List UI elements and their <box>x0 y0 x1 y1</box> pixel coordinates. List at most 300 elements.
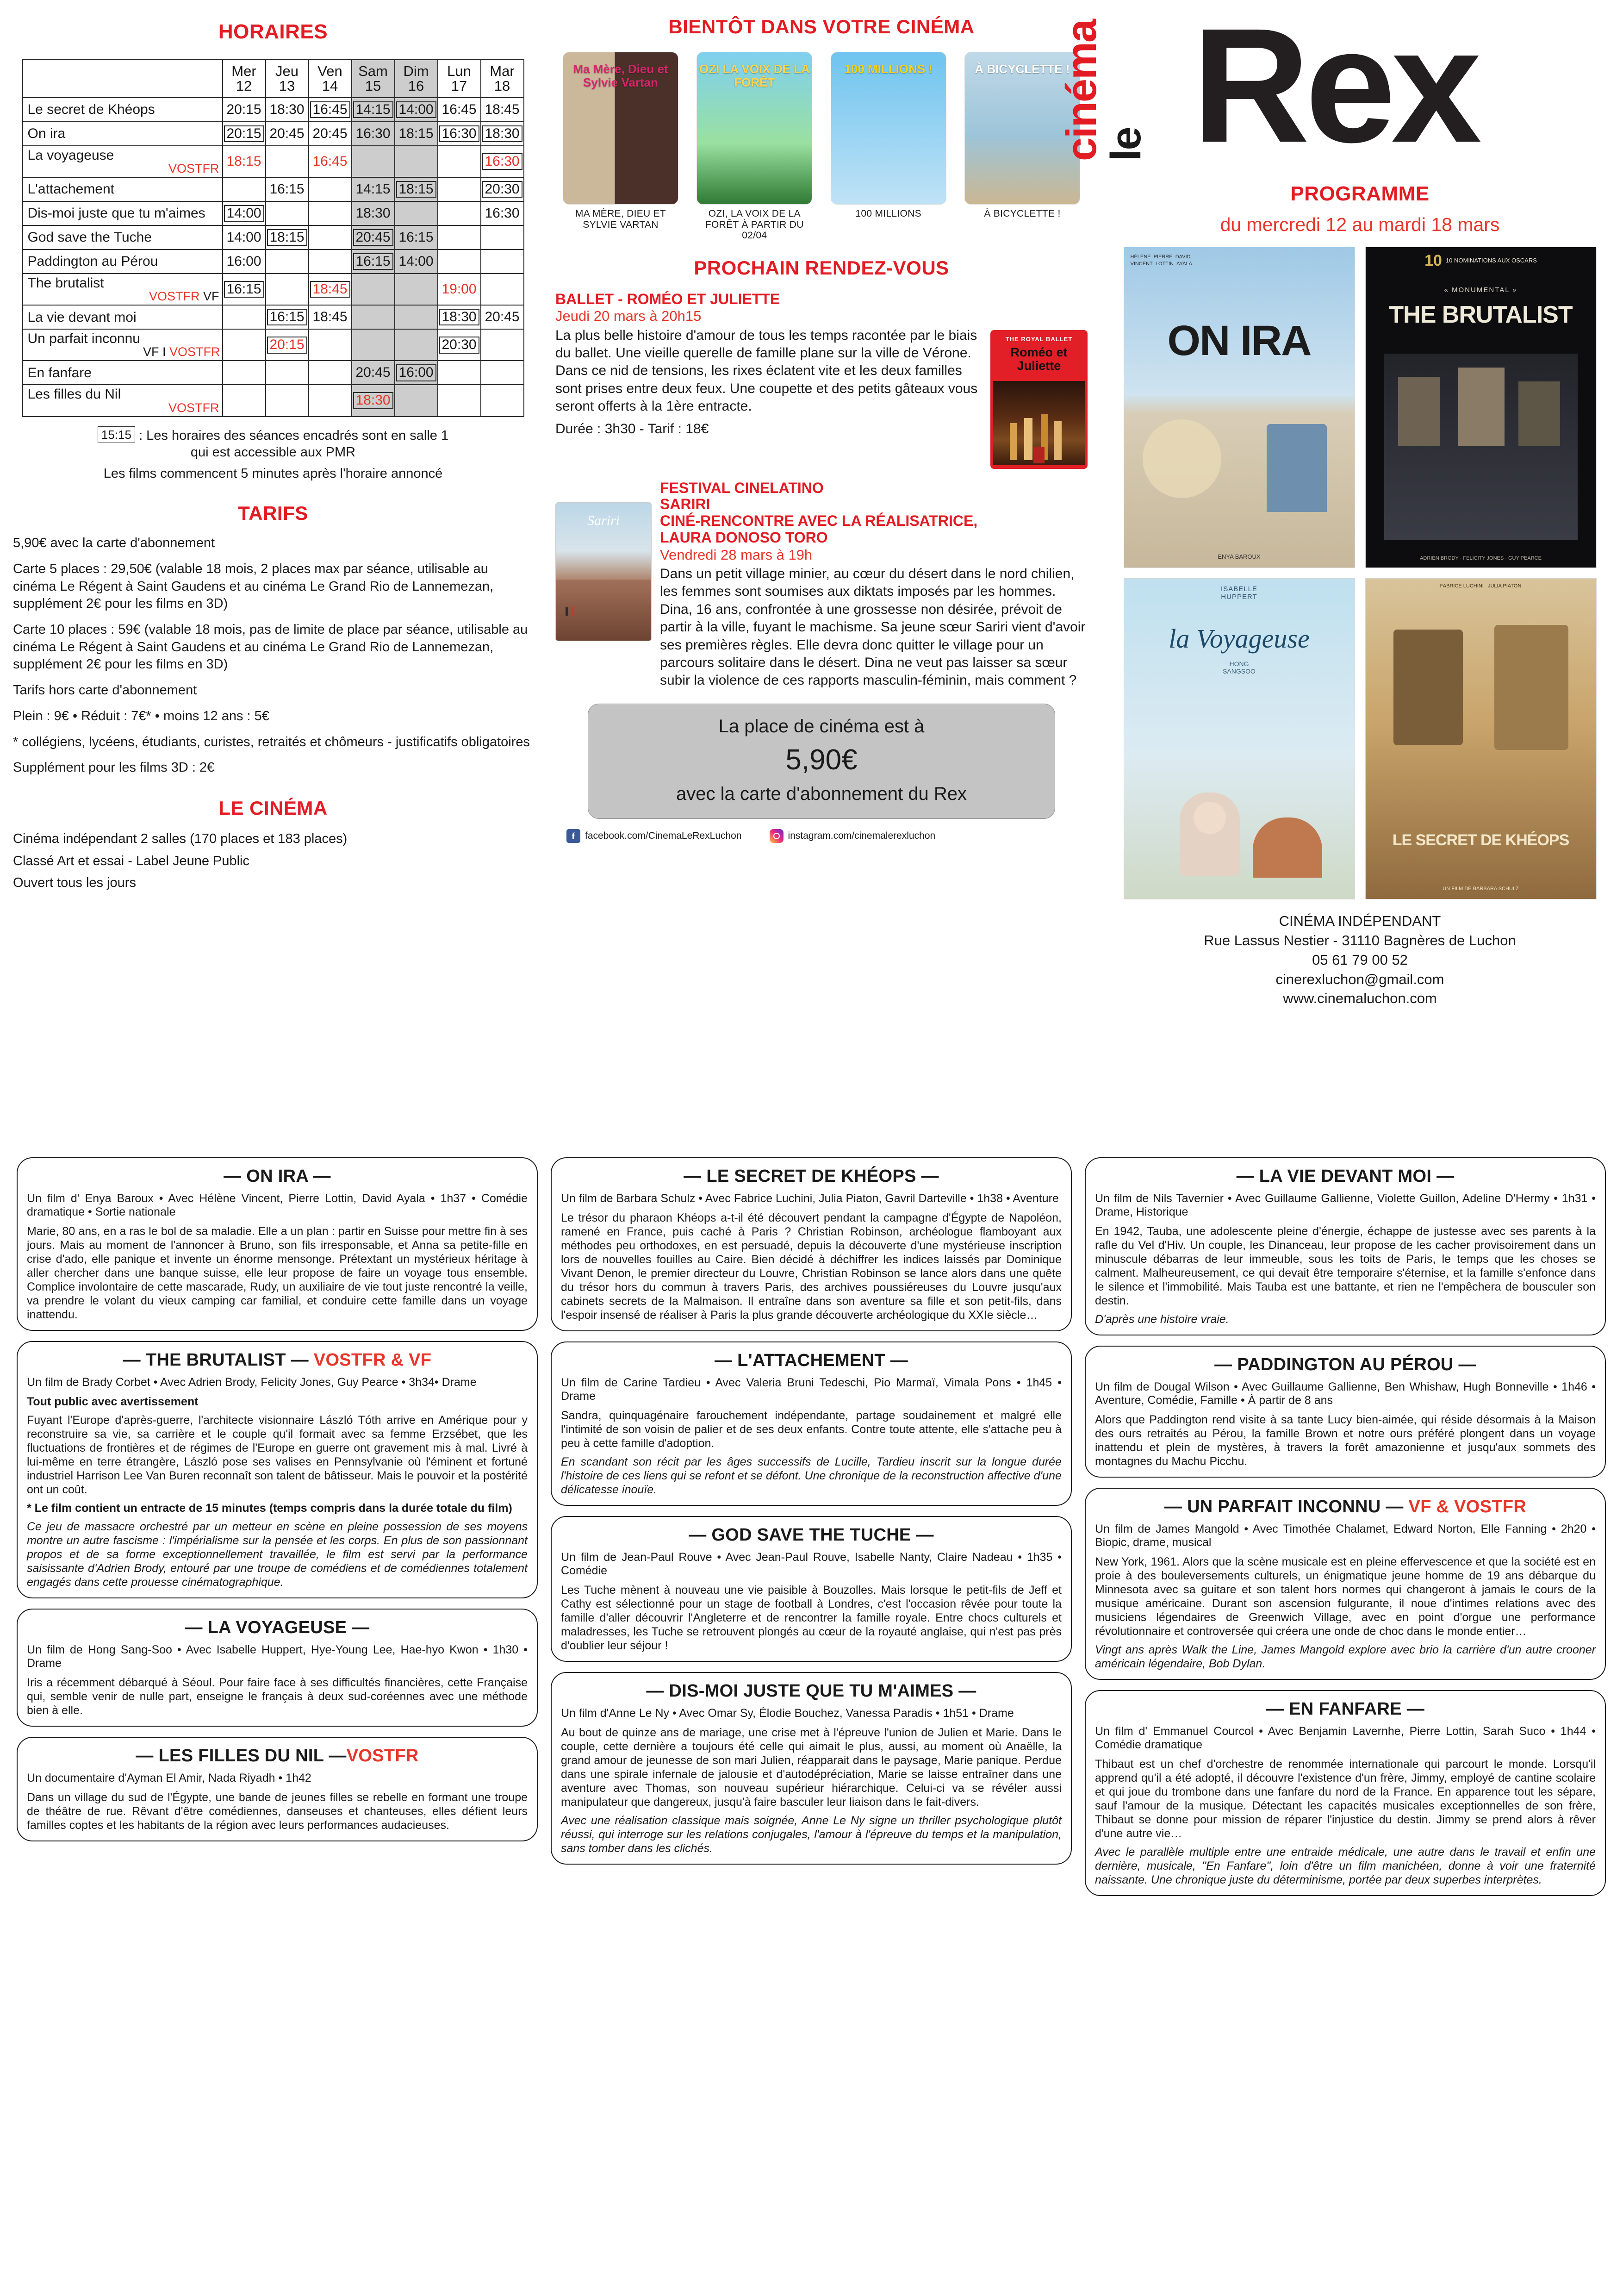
tarifs-list <box>13 535 533 777</box>
upcoming-poster-image <box>563 52 678 205</box>
event-ballet <box>555 291 1088 469</box>
logo-le-word: le <box>1102 127 1150 161</box>
film-card-paragraph: En scandant son récit par les âges successifs de Lucille, Tardieu inscrit sur la longue durée l'histoire de ces liens qui se refont et se défont. Une chronique de la reconstruction affective d'une délicatesse inouïe. <box>561 1455 1062 1496</box>
schedule-time-cell <box>438 361 481 385</box>
showtime[interactable]: 18:15 <box>398 125 434 141</box>
programme-dates: du mercredi 12 au mardi 18 mars <box>1220 214 1500 235</box>
film-card-credits: Un film de Carine Tardieu • Avec Valeria Bruni Tedeschi, Pio Marmaï, Vimala Pons • 1h45 • Drame <box>561 1376 1062 1403</box>
schedule-time-cell <box>352 361 395 385</box>
tarif-line: * collégiens, lycéens, étudiants, curistes, retraités et chômeurs - justificatifs obligatoires <box>13 734 530 749</box>
showtime[interactable]: 20:45 <box>355 365 391 381</box>
film-card-paragraph: D'après une histoire vraie. <box>1095 1313 1229 1326</box>
event-cinelatino-title <box>660 480 1088 546</box>
showtime[interactable]: 16:15 <box>267 309 307 326</box>
poster-voyageuse-title: la Voyageuse <box>1169 624 1310 654</box>
schedule-time-cell <box>223 201 266 225</box>
schedule-time-cell <box>438 122 481 146</box>
tarifs-title: TARIFS <box>238 502 308 524</box>
film-card-paragraph: Les Tuche mènent à nouveau une vie paisible à Bouzolles. Mais lorsque le petit-fils de Jeff et Cathy est sélectionné pour un stage de football à Londres, c'est l'occasion rêvée pour toute la famille d'aller découvrir l'Angleterre et de rencontrer la famille royale. Entre chocs culturels et maladresses, les Tuche se retrouvent plongés au cœur de la royauté anglaise, qui n'est pas près d'oublier leur séjour ! <box>561 1584 1062 1652</box>
schedule-time-cell <box>481 329 524 361</box>
schedule-film-name <box>23 201 223 225</box>
schedule-row <box>23 361 524 385</box>
main-posters-row-1 <box>1106 247 1614 568</box>
film-card-title: — LA VOYAGEUSE — <box>185 1618 370 1637</box>
day-name: Dim <box>403 63 429 79</box>
upcoming-poster-title: À BICYCLETTE ! <box>975 62 1070 76</box>
schedule-time-cell <box>395 329 438 361</box>
schedule-row <box>23 329 524 361</box>
showtime[interactable]: 16:30 <box>355 125 391 141</box>
showtime[interactable]: 14:15 <box>353 101 393 119</box>
day-name: Mer <box>231 63 256 79</box>
contact-phone[interactable]: 05 61 79 00 52 <box>1312 951 1408 968</box>
showtime[interactable]: 18:15 <box>396 181 436 198</box>
showtime[interactable]: 16:15 <box>224 281 264 298</box>
showtime[interactable]: 16:30 <box>439 125 479 143</box>
ballet-poster-top-label: THE ROYAL BALLET <box>1005 335 1073 343</box>
schedule-time-cell <box>481 201 524 225</box>
schedule-time-cell <box>481 305 524 329</box>
showtime[interactable]: 14:15 <box>355 181 391 197</box>
schedule-time-cell <box>481 225 524 250</box>
schedule-time-cell <box>352 177 395 201</box>
schedule-day-header-lun <box>438 60 481 98</box>
film-card-credits: Un film d' Enya Baroux • Avec Hélène Vincent, Pierre Lottin, David Ayala • 1h37 • Comédie dramatique • Sortie nationale <box>27 1192 528 1218</box>
upcoming-poster-image <box>831 52 946 205</box>
showtime[interactable]: 20:15 <box>267 337 307 354</box>
film-card-paragraph: Marie, 80 ans, en a ras le bol de sa maladie. Elle a un plan : partir en Suisse pour mettre fin à ses jours. Mais au moment de l'annoncer à Bruno, son fils irresponsable, et Anna sa petite-fille en crise d'ado, elle panique et invente un énorme mensonge. Prétextant un mystérieux héritage à aller chercher dans une banque suisse, elle leur propose de faire un voyage tous ensemble. Complice involontaire de cette mascarade, Rudy, un auxiliaire de vie tout juste rencontré la veille, va prendre le volant du vieux camping car familial, et conduire cette famille dans un voyage inattendu. <box>27 1225 528 1321</box>
showtime[interactable]: 18:30 <box>439 309 479 326</box>
schedule-time-cell <box>438 98 481 122</box>
film-card-title: — THE BRUTALIST — VOSTFR & VF <box>123 1350 432 1370</box>
showtime[interactable]: 16:00 <box>226 254 261 269</box>
schedule-film-name: La voyageuse VOSTFR <box>23 146 223 177</box>
film-title: Dis-moi juste que tu m'aimes <box>27 206 205 221</box>
showtime[interactable]: 18:45 <box>485 101 520 117</box>
showtime[interactable]: 19:00 <box>442 281 477 297</box>
film-card <box>551 1672 1072 1865</box>
schedule-time-cell <box>352 201 395 225</box>
schedule-time-cell <box>438 385 481 416</box>
schedule-time-cell <box>223 361 266 385</box>
showtime[interactable]: 16:30 <box>485 206 520 221</box>
showtime[interactable]: 16:15 <box>353 253 393 270</box>
schedule-time-cell <box>481 122 524 146</box>
schedule-column <box>0 0 546 1129</box>
schedule-time-cell <box>309 361 352 385</box>
schedule-time-cell <box>266 146 309 177</box>
film-card-version: VOSTFR & VF <box>308 1350 432 1370</box>
poster-on-ira-title: ON IRA <box>1167 317 1311 364</box>
logo-cinema-word: cinéma <box>1058 19 1105 161</box>
contact-line-1: CINÉMA INDÉPENDANT <box>1279 913 1441 929</box>
schedule-time-cell <box>223 385 266 416</box>
schedule-day-header-mar <box>481 60 524 98</box>
schedule-film-name <box>23 361 223 385</box>
contact-block <box>1106 911 1614 1008</box>
film-card <box>551 1157 1072 1331</box>
schedule-row <box>23 146 524 177</box>
schedule-legend <box>13 426 533 482</box>
showtime[interactable]: 18:45 <box>310 281 350 298</box>
schedule-time-cell <box>223 274 266 305</box>
event-ballet-body: La plus belle histoire d'amour de tous les temps racontée par le biais du ballet. Une vieille querelle de famille plane sur la ville de Vérone. Dans ce nid de tensions, les rixes éclatent vite et les deux familles sont prises entre deux feux. Une coupette et des petits gâteaux vous seront offerts à la 1ère entracte. <box>555 327 978 414</box>
schedule-time-cell <box>352 146 395 177</box>
day-name: Sam <box>358 63 388 79</box>
showtime[interactable]: 18:30 <box>353 392 393 409</box>
showtime[interactable]: 14:00 <box>226 230 261 245</box>
showtime[interactable]: 16:45 <box>310 101 350 119</box>
showtime[interactable]: 16:15 <box>269 181 305 197</box>
day-name: Ven <box>317 63 342 79</box>
day-number: 17 <box>451 77 467 94</box>
cinelatino-title-line: FESTIVAL CINELATINO <box>660 479 824 496</box>
schedule-time-cell <box>309 177 352 201</box>
schedule-time-cell <box>395 361 438 385</box>
legend-text-3: Les films commencent 5 minutes après l'horaire annoncé <box>103 466 443 481</box>
showtime[interactable]: 18:15 <box>267 229 307 246</box>
schedule-time-cell <box>438 177 481 201</box>
film-card-credits: Un film d'Anne Le Ny • Avec Omar Sy, Élodie Bouchez, Vanessa Paradis • 1h51 • Drame <box>561 1707 1014 1720</box>
contact-email[interactable]: cinerexluchon@gmail.com <box>1275 971 1444 987</box>
film-card-paragraph: Vingt ans après Walk the Line, James Mangold explore avec brio la carrière d'un autre crooner américain légendaire, Bob Dylan. <box>1095 1643 1596 1670</box>
showtime[interactable]: 18:30 <box>355 206 391 221</box>
film-card-credits: Un film d' Emmanuel Courcol • Avec Benjamin Lavernhe, Pierre Lottin, Sarah Suco • 1h44 • Comédie dramatique <box>1095 1725 1596 1751</box>
event-cinelatino-body: Dans un petit village minier, au cœur du désert dans le nord chilien, les femmes sont soumises aux diktats imposés par les hommes. Dina, 16 ans, confrontée à une grossesse non désirée, prévoit de partir à la ville, fuyant le machisme. Sa jeune sœur Sariri vient d'avoir ses premières règles. Elle devra donc quitter le village pour un parcours solitaire dans le désert. Dina ne veut pas laisser sa sœur subir la violence de ces rapports masculin-féminin, mais comment ? <box>660 566 1086 688</box>
film-card-credits: Un film de Dougal Wilson • Avec Guillaume Gallienne, Ben Whishaw, Hugh Bonneville • 1h46 • Aventure, Comédie, Famille • À partir de 8 ans <box>1095 1380 1596 1407</box>
schedule-film-name <box>23 305 223 329</box>
schedule-day-header-mer <box>223 60 266 98</box>
schedule-row <box>23 385 524 416</box>
film-card-title: — LES FILLES DU NIL —VOSTFR <box>136 1746 419 1766</box>
film-card-credits: Un film de James Mangold • Avec Timothée Chalamet, Edward Norton, Elle Fanning • 2h20 • Biopic, drame, musical <box>1095 1522 1596 1549</box>
schedule-day-header-jeu <box>266 60 309 98</box>
film-card-credits: Un film de Hong Sang-Soo • Avec Isabelle Huppert, Hye-Young Lee, Hae-hyo Kwon • 1h30 • Drame <box>27 1643 528 1670</box>
upcoming-poster-caption: OZI, LA VOIX DE LA FORÊT À PARTIR DU 02/04 <box>705 208 804 241</box>
branding-column <box>1058 0 1623 1129</box>
instagram-link[interactable] <box>770 829 936 843</box>
event-cinelatino-date: Vendredi 28 mars à 19h <box>660 546 813 563</box>
day-number: 16 <box>408 77 424 94</box>
film-title: Un parfait inconnu <box>27 331 140 347</box>
film-card-title: — DIS-MOI JUSTE QUE TU M'AIMES — <box>646 1681 976 1701</box>
schedule-time-cell <box>309 329 352 361</box>
upcoming-poster-caption: MA MÈRE, DIEU ET SYLVIE VARTAN <box>575 208 666 230</box>
logo-rex-word: Rex <box>1192 0 1477 176</box>
ballet-poster <box>990 330 1088 469</box>
schedule-time-cell <box>266 98 309 122</box>
schedule-time-cell <box>223 146 266 177</box>
upcoming-poster-title: 100 MILLIONS ! <box>844 62 933 76</box>
schedule-time-cell <box>309 385 352 416</box>
film-card-title: — GOD SAVE THE TUCHE — <box>689 1525 934 1545</box>
facebook-icon: f <box>566 829 580 843</box>
schedule-time-cell <box>438 274 481 305</box>
film-card <box>1085 1346 1606 1478</box>
schedule-time-cell <box>352 385 395 416</box>
showtime[interactable]: 16:45 <box>442 101 477 117</box>
sariri-poster-title: Sariri <box>587 512 620 528</box>
film-title: On ira <box>27 126 66 142</box>
tarif-line: 5,90€ avec la carte d'abonnement <box>13 536 215 551</box>
film-card <box>1085 1690 1606 1896</box>
film-card <box>551 1516 1072 1662</box>
showtime[interactable]: 18:15 <box>226 153 261 169</box>
cinema-info-line: Ouvert tous les jours <box>13 875 136 891</box>
film-title: Les filles du Nil <box>27 387 121 402</box>
schedule-time-cell <box>395 385 438 416</box>
schedule-time-cell <box>309 225 352 250</box>
schedule-row <box>23 225 524 250</box>
schedule-row <box>23 177 524 201</box>
schedule-time-cell <box>352 305 395 329</box>
film-card-title: — LA VIE DEVANT MOI — <box>1236 1167 1455 1186</box>
film-card-paragraph: Alors que Paddington rend visite à sa tante Lucy bien-aimée, qui réside désormais à la Maison des ours retraités au Pérou, la famille Brown et notre ours préféré plongent dans un voyage inattendu et plein de mystères, à travers la forêt amazonienne et jusqu'aux sommets des montagnes du Machu Picchu. <box>1095 1413 1596 1468</box>
film-card-version: VF & VOSTFR <box>1403 1497 1527 1516</box>
schedule-time-cell <box>223 329 266 361</box>
tarif-line: Plein : 9€ • Réduit : 7€* • moins 12 ans : 5€ <box>13 708 269 724</box>
day-name: Mar <box>490 63 515 79</box>
price-amount: 5,90€ <box>785 743 858 776</box>
poster-on-ira: HÉLÈNE PIERRE DAVID VINCENT LOTTIN AYALA ON IRA ENYA BAROUX <box>1124 247 1355 568</box>
schedule-time-cell <box>395 98 438 122</box>
film-title: En fanfare <box>27 365 92 381</box>
schedule-row <box>23 274 524 305</box>
tarif-line: Tarifs hors carte d'abonnement <box>13 683 197 698</box>
schedule-time-cell <box>395 177 438 201</box>
showtime[interactable]: 20:15 <box>226 101 261 117</box>
schedule-time-cell <box>266 201 309 225</box>
logo <box>1058 0 1614 176</box>
top-section <box>0 0 1623 1129</box>
schedule-time-cell <box>309 274 352 305</box>
schedule-row <box>23 250 524 274</box>
showtime[interactable]: 20:45 <box>312 125 348 141</box>
film-card-credits: Un film de Nils Tavernier • Avec Guillaume Gallienne, Violette Guillon, Adeline D'Hermy • 1h31 • Drame, Historique <box>1095 1192 1596 1218</box>
schedule-time-cell <box>266 177 309 201</box>
poster-brutalist-banner: 10 NOMINATIONS AUX OSCARS <box>1445 257 1537 264</box>
main-posters-row-2 <box>1106 578 1614 899</box>
film-title: The brutalist <box>27 275 104 291</box>
film-card-paragraph: Sandra, quinquagénaire farouchement indépendante, partage soudainement et malgré elle l'intimité de son voisin de palier et de ses deux enfants. Contre toute attente, elle s'attache peu à peu à cette famille d'adoption. <box>561 1409 1062 1450</box>
showtime[interactable]: 20:30 <box>482 181 522 198</box>
day-number: 15 <box>365 77 381 94</box>
schedule-row <box>23 98 524 122</box>
schedule-time-cell <box>352 329 395 361</box>
legend-text-2: qui est accessible aux PMR <box>190 444 356 460</box>
schedule-table <box>22 59 524 417</box>
schedule-time-cell <box>266 329 309 361</box>
schedule-time-cell <box>266 385 309 416</box>
schedule-time-cell <box>223 250 266 274</box>
schedule-time-cell <box>223 305 266 329</box>
schedule-time-cell <box>352 225 395 250</box>
upcoming-poster-image <box>696 52 812 205</box>
contact-website[interactable]: www.cinemaluchon.com <box>1283 990 1437 1007</box>
schedule-time-cell <box>481 146 524 177</box>
showtime[interactable]: 18:30 <box>482 125 522 143</box>
showtime[interactable]: 20:45 <box>485 309 520 325</box>
film-card-paragraph: Tout public avec avertissement <box>27 1395 199 1408</box>
facebook-label: facebook.com/CinemaLeRexLuchon <box>585 830 742 841</box>
poster-le-secret-de-kheops: FABRICE LUCHINI JULIA PIATON LE SECRET DE KHÉOPS UN FILM DE BARBARA SCHULZ <box>1365 578 1597 899</box>
film-column-3 <box>1078 1157 1612 1906</box>
schedule-corner-cell <box>23 60 223 98</box>
film-card-title: — PADDINGTON AU PÉROU — <box>1214 1355 1476 1374</box>
film-card <box>17 1157 538 1331</box>
poster-la-voyageuse: ISABELLE HUPPERT la Voyageuse HONG SANGSOO <box>1124 578 1355 899</box>
event-ballet-date: Jeudi 20 mars à 20h15 <box>555 308 702 324</box>
schedule-time-cell <box>309 305 352 329</box>
schedule-time-cell <box>266 361 309 385</box>
schedule-film-name: The brutalist VOSTFR VF <box>23 274 223 305</box>
poster-brutalist-title: THE BRUTALIST <box>1389 301 1573 328</box>
schedule-time-cell <box>395 122 438 146</box>
schedule-film-name <box>23 225 223 250</box>
horaires-title: HORAIRES <box>218 20 328 43</box>
lecinema-list <box>13 830 533 892</box>
schedule-film-name <box>23 177 223 201</box>
schedule-time-cell <box>223 98 266 122</box>
schedule-time-cell <box>438 225 481 250</box>
price-line-3: avec la carte d'abonnement du Rex <box>676 783 967 804</box>
lecinema-title: LE CINÉMA <box>218 797 328 819</box>
film-title: God save the Tuche <box>27 230 152 245</box>
showtime[interactable]: 16:00 <box>396 364 436 381</box>
event-cinelatino <box>555 480 1088 690</box>
poster-kheops-title: LE SECRET DE KHÉOPS <box>1392 831 1569 849</box>
schedule-header-row <box>23 60 524 98</box>
schedule-time-cell <box>395 250 438 274</box>
cinema-info-line: Cinéma indépendant 2 salles (170 places et 183 places) <box>13 831 348 846</box>
social-links <box>566 829 1088 843</box>
schedule-time-cell <box>481 361 524 385</box>
film-card-paragraph: Ce jeu de massacre orchestré par un metteur en scène en pleine possession de ses moyens montre un autre fascisme : l'impérialisme sur la pensée et les corps. En plus de son passionnant propos et de sa forme exceptionnellement travaillée, le film est servi par la performance saisissante d'Adrien Brody, entouré par une troupe de comédiens et de comédiennes totalement engagés dans cette prouesse cinématographique. <box>27 1520 528 1589</box>
upcoming-poster-title: OZI LA VOIX DE LA FORÊT <box>699 62 810 89</box>
instagram-label: instagram.com/cinemalerexluchon <box>788 830 936 841</box>
schedule-time-cell <box>266 250 309 274</box>
schedule-time-cell <box>395 274 438 305</box>
schedule-time-cell <box>309 98 352 122</box>
cinelatino-title-line: SARIRI <box>660 496 710 513</box>
schedule-time-cell <box>223 177 266 201</box>
schedule-time-cell <box>395 225 438 250</box>
film-card-paragraph: Fuyant l'Europe d'après-guerre, l'architecte visionnaire László Tóth arrive en Amérique pour y reconstruire sa vie, sa carrière et le couple qu'il formait avec sa femme Erzsébet, que les fluctuations de frontières et de régimes de l'Europe en guerre ont gravement mis à mal. Livré à lui-même en terre étrangère, László pose ses valises en Pennsylvanie où l'éminent et fortuné industriel Harrison Lee Van Buren reconnaît son talent de bâtisseur. Mais le pouvoir et la postérité ont un coût. <box>27 1414 528 1496</box>
cinelatino-title-line: CINÉ-RENCONTRE AVEC LA RÉALISATRICE, <box>660 512 978 530</box>
schedule-time-cell <box>309 146 352 177</box>
film-card <box>551 1341 1072 1506</box>
facebook-link[interactable] <box>566 829 742 843</box>
film-title: La voyageuse <box>27 147 114 163</box>
schedule-day-header-ven <box>309 60 352 98</box>
showtime[interactable]: 16:15 <box>398 230 434 245</box>
schedule-time-cell <box>352 98 395 122</box>
film-card-paragraph: Iris a récemment débarqué à Séoul. Pour faire face à ses difficultés financières, cette Française qui, semble venir de nulle part, enseigne le français à deux sud-coréennes avec une méthode bien à elle. <box>27 1676 528 1717</box>
showtime[interactable]: 14:00 <box>224 205 264 222</box>
schedule-time-cell <box>352 274 395 305</box>
showtime[interactable]: 20:45 <box>353 229 393 246</box>
showtime[interactable]: 16:45 <box>312 153 348 169</box>
schedule-time-cell <box>395 305 438 329</box>
film-card-paragraph: Le trésor du pharaon Khéops a-t-il été découvert pendant la campagne d'Égypte de Napoléon, ramené en France, puis caché à Paris ? Christian Robinson, archéologue flamboyant aux méthodes peu orthodoxes, en est persuadé, depuis la découverte d'une mystérieuse inscription lors de nouvelles fouilles au Caire. Bien décidé à déchiffrer les indices laissés par Dominique Vivant Denon, le premier directeur du Louvre, Christian Robinson se lance alors dans une quête du trésor hors du commun à travers Paris, des archives poussiéreuses du Louvre jusqu'aux cabinets secrets de la Malmaison. Il entraîne dans son aventure sa fille et son petit-fils, dans l'espoir insensé de réaliser à Paris la plus grande découverte archéologique du XXIe siècle… <box>561 1211 1062 1322</box>
film-card-title: — EN FANFARE — <box>1266 1699 1424 1719</box>
ballet-poster-image <box>993 381 1085 465</box>
price-box <box>588 704 1055 819</box>
schedule-body <box>23 98 524 417</box>
showtime[interactable]: 20:45 <box>269 125 305 141</box>
schedule-time-cell <box>223 122 266 146</box>
showtime[interactable]: 18:45 <box>312 309 348 325</box>
schedule-time-cell <box>438 201 481 225</box>
showtime[interactable]: 16:30 <box>482 153 522 170</box>
film-card-paragraph: Avec une réalisation classique mais soignée, Anne Le Ny signe un thriller psychologique plutôt réussi, qui interroge sur les relations conjugales, l'amour à l'épreuve du temps et la manipulation, sans tomber dans les clichés. <box>561 1814 1062 1855</box>
tarif-line: Carte 5 places : 29,50€ (valable 18 mois, 2 places max par séance, utilisable au cinéma Le Régent à Saint Gaudens et au cinéma Le Grand Rio de Lannemezan, supplément 2€ pour les films en 3D) <box>13 562 494 611</box>
schedule-time-cell <box>481 177 524 201</box>
programme-title: PROGRAMME <box>1290 182 1430 205</box>
upcoming-poster-slot <box>831 52 946 241</box>
film-card-paragraph: Au bout de quinze ans de mariage, une crise met à l'épreuve l'union de Julien et Marie. Dans le couple, cette dernière a toujours été celle qui aimait le plus, aussi, au moment où Anaëlle, la grand amour de jeunesse de son mari Julien, réapparait dans le paysage, Marie panique. Perdue dans une spirale infernale de jalousie et d'autodépréciation, Marie se laisse entraîner dans une aventure avec Thomas, son nouveau supérieur hiérarchique. Celui-ci va se révéler aussi manipulateur que dangereux, jusqu'à faire basculer leur liaison dans le fait-divers. <box>561 1726 1062 1809</box>
schedule-time-cell <box>266 274 309 305</box>
film-card-paragraph: Thibaut est un chef d'orchestre de renommée internationale qui parcourt le monde. Lorsqu'il apprend qu'il a été adopté, il découvre l'existence d'un frère, Jimmy, employé de cantine scolaire et qui joue du trombone dans une fanfare du nord de la France. En apparence tout les sépare, sauf l'amour de la musique. Détectant les capacités musicales exceptionnelles de son frère, Thibaut se donne pour mission de réparer l'injustice du destin. Jimmy se prend alors à rêver d'une autre vie… <box>1095 1758 1596 1840</box>
upcoming-posters <box>555 52 1088 241</box>
film-card-title: — L'ATTACHEMENT — <box>714 1351 908 1370</box>
tarif-line: Carte 10 places : 59€ (valable 18 mois, pas de limite de place par séance, utilisable au cinéma Le Régent à Saint Gaudens et au cinéma Le Grand Rio de Lannemezan, supplément 2€ pour les films en 3D) <box>13 622 528 672</box>
film-card-title: — ON IRA — <box>224 1167 331 1186</box>
upcoming-poster-slot <box>696 52 812 241</box>
schedule-time-cell <box>309 201 352 225</box>
film-card-credits: Un film de Jean-Paul Rouve • Avec Jean-Paul Rouve, Isabelle Nanty, Claire Nadeau • 1h35 • Comédie <box>561 1551 1062 1577</box>
schedule-time-cell <box>266 225 309 250</box>
schedule-time-cell <box>352 122 395 146</box>
instagram-icon <box>770 829 784 843</box>
schedule-film-name <box>23 250 223 274</box>
day-number: 18 <box>494 77 510 94</box>
legend-box-sample: 15:15 <box>98 426 135 443</box>
film-card-paragraph: New York, 1961. Alors que la scène musicale est en pleine effervescence et que la société est en proie à des bouleversements culturels, un énigmatique jeune homme de 19 ans débarque du Minnesota avec sa guitare et son talent hors normes qui changeront à jamais le cours de la musique américaine. Durant son ascension fulgurante, il noue d'intimes relations avec des musiciens légendaires de Greenwich Village, avec en point d'orgue une performance révolutionnaire et controversée qui créera une onde de choc dans le monde entier… <box>1095 1555 1596 1638</box>
schedule-time-cell <box>481 385 524 416</box>
schedule-time-cell <box>438 329 481 361</box>
schedule-time-cell <box>309 250 352 274</box>
schedule-row <box>23 305 524 329</box>
contact-line-2: Rue Lassus Nestier - 31110 Bagnères de Luchon <box>1204 932 1516 948</box>
showtime[interactable]: 14:00 <box>396 101 436 119</box>
film-card <box>17 1341 538 1598</box>
film-column-1 <box>10 1157 544 1906</box>
schedule-time-cell <box>395 146 438 177</box>
schedule-time-cell <box>481 274 524 305</box>
film-descriptions <box>0 1157 1623 1906</box>
schedule-time-cell <box>352 250 395 274</box>
film-title: Paddington au Pérou <box>27 254 158 269</box>
upcoming-poster-caption: À BICYCLETTE ! <box>984 208 1061 219</box>
upcoming-poster-title: Ma Mère, Dieu et Sylvie Vartan <box>573 62 668 89</box>
showtime[interactable]: 18:30 <box>269 101 305 117</box>
ballet-poster-title: Roméo et Juliette <box>1010 345 1068 373</box>
upcoming-poster-slot <box>563 52 678 241</box>
film-card-credits: Un documentaire d'Ayman El Amir, Nada Riyadh • 1h42 <box>27 1772 311 1784</box>
day-number: 12 <box>236 77 252 94</box>
showtime[interactable]: 14:00 <box>398 254 434 269</box>
day-number: 14 <box>322 77 338 94</box>
schedule-time-cell <box>309 122 352 146</box>
upcoming-poster-caption: 100 MILLIONS <box>855 208 921 219</box>
price-line-1: La place de cinéma est à <box>718 716 925 736</box>
sariri-poster <box>555 502 652 641</box>
schedule-film-name: Les filles du Nil VOSTFR <box>23 385 223 416</box>
film-card-credits: Un film de Brady Corbet • Avec Adrien Brody, Felicity Jones, Guy Pearce • 3h34• Drame <box>27 1376 477 1389</box>
showtime[interactable]: 20:15 <box>224 125 264 143</box>
showtime[interactable]: 20:30 <box>439 337 479 354</box>
